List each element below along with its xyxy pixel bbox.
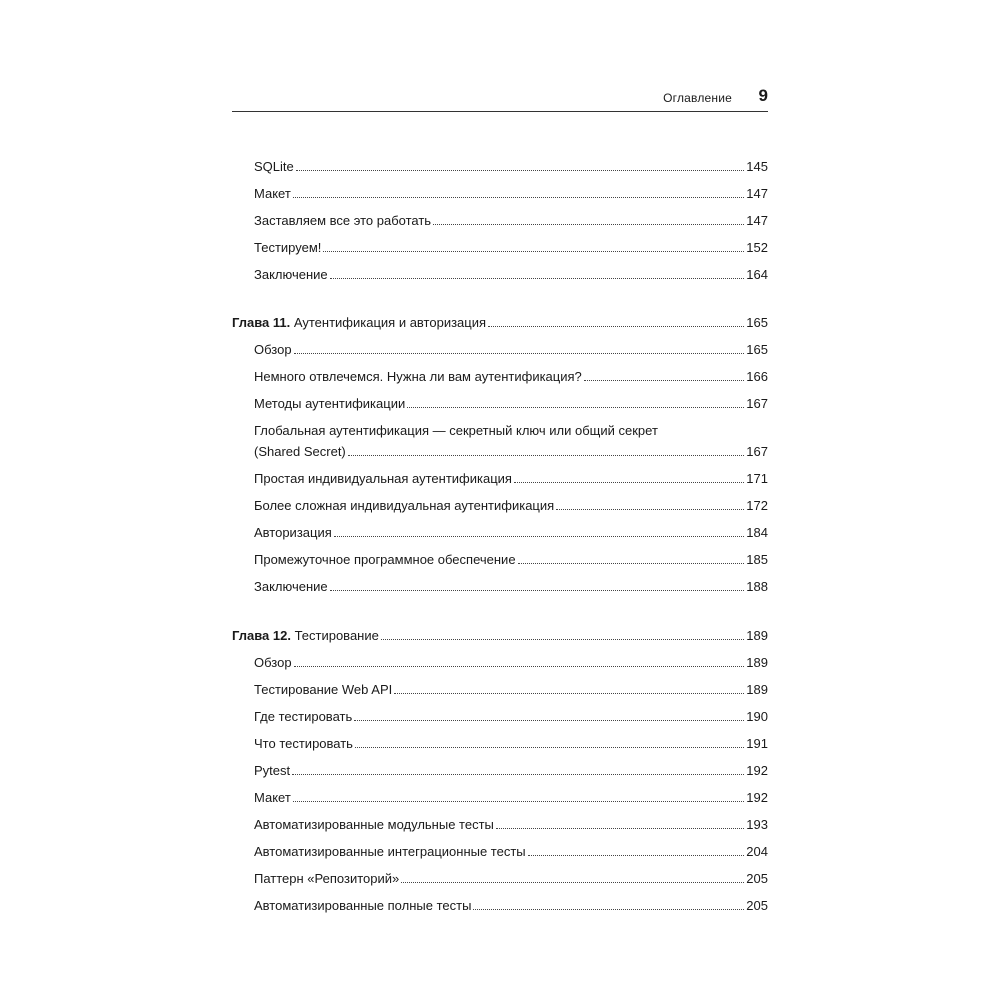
toc-entry: Макет 192 — [254, 790, 768, 805]
toc-entry-two-line: Глобальная аутентификация — секретный ключ или общий секрет (Shared Secret) 167 — [254, 423, 768, 459]
chapter-label: Глава 12. — [232, 628, 291, 643]
toc-entry: Pytest 192 — [254, 763, 768, 778]
toc-entry: SQLite 145 — [254, 159, 768, 174]
running-header — [232, 88, 768, 112]
toc-entry: Заключение 188 — [254, 579, 768, 594]
toc-entry: Макет 147 — [254, 186, 768, 201]
toc-entry: Что тестировать 191 — [254, 736, 768, 751]
toc-entry: Заключение 164 — [254, 267, 768, 282]
toc-chapter-12: Глава 12. Тестирование 189 — [232, 628, 768, 643]
toc-entry: Где тестировать 190 — [254, 709, 768, 724]
toc-entry: Методы аутентификации 167 — [254, 396, 768, 411]
toc-entry: Обзор 189 — [254, 655, 768, 670]
book-page — [232, 0, 768, 1000]
toc-entry: Паттерн «Репозиторий» 205 — [254, 871, 768, 886]
toc-chapter-11: Глава 11. Аутентификация и авторизация 165 — [232, 315, 768, 330]
page-number: 9 — [758, 86, 768, 105]
toc-entry: Немного отвлечемся. Нужна ли вам аутентификация? 166 — [254, 369, 768, 384]
toc-entry: Заставляем все это работать 147 — [254, 213, 768, 228]
toc-entry: Автоматизированные полные тесты 205 — [254, 898, 768, 913]
toc-entry: Более сложная индивидуальная аутентификация 172 — [254, 498, 768, 513]
chapter-title: Тестирование — [290, 628, 379, 643]
chapter-label: Глава 11. — [232, 315, 291, 330]
toc-entry: Простая индивидуальная аутентификация 171 — [254, 471, 768, 486]
running-header-title: Оглавление — [663, 91, 732, 105]
toc-entry: Автоматизированные интеграционные тесты 204 — [254, 844, 768, 859]
toc-entry: Обзор 165 — [254, 342, 768, 357]
toc-entry: Промежуточное программное обеспечение 185 — [254, 552, 768, 567]
toc-entry: Тестирование Web API 189 — [254, 682, 768, 697]
chapter-title: Аутентификация и авторизация — [290, 315, 487, 330]
toc-entry: Автоматизированные модульные тесты 193 — [254, 817, 768, 832]
toc-entry: Тестируем! 152 — [254, 240, 768, 255]
table-of-contents — [232, 148, 768, 914]
toc-entry: Авторизация 184 — [254, 525, 768, 540]
